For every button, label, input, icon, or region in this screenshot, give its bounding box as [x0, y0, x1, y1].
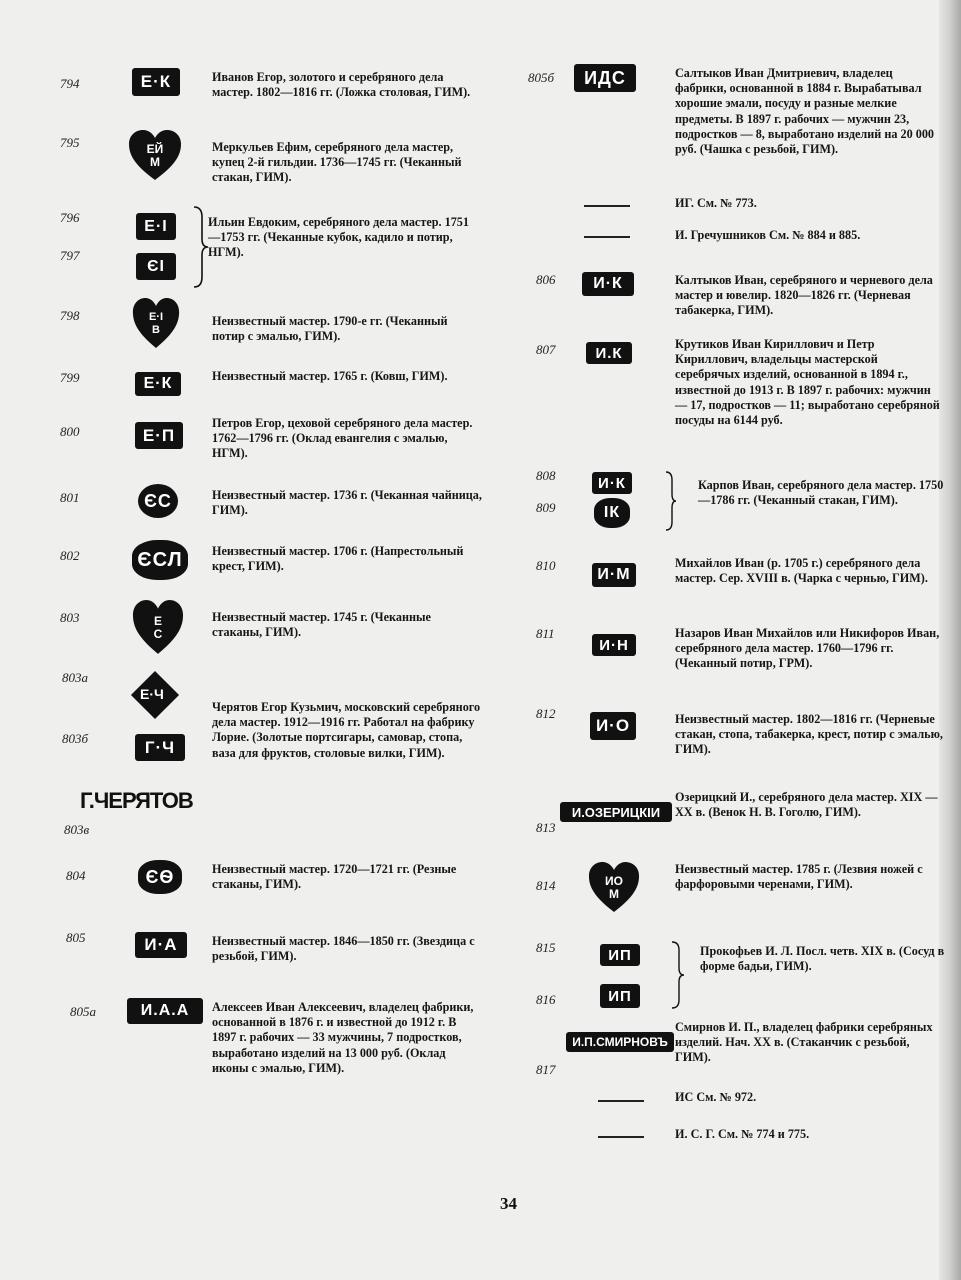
- hallmark-heart: [128, 130, 182, 182]
- hallmark-stamp: ЄѲ: [138, 860, 182, 894]
- entry-number: 809: [536, 500, 556, 515]
- hallmark-stamp: Г·Ч: [135, 734, 185, 761]
- hallmark-stamp: И·Н: [592, 634, 636, 656]
- entry-description: Неизвестный мастер. 1765 г. (Ковш, ГИМ).: [212, 369, 448, 383]
- entry-number: 796: [60, 210, 80, 225]
- entry-number: 804: [66, 868, 86, 883]
- hallmark-stamp: ЄСЛ: [132, 540, 188, 580]
- entry-description: Алексеев Иван Алексеевич, владелец фабрики, основанной в 1876 г. и известной до 1912 г. В 1897 г. рабочих — 33 мужчины, 7 подростков, выработано изделий на 13 000 руб. (Оклад иконы с эмалью, ГИМ).: [212, 1000, 474, 1075]
- reference-dash: [584, 236, 630, 238]
- entry-number: 815: [536, 940, 556, 955]
- hallmark-stamp: Е·К: [132, 68, 180, 96]
- hallmark-stamp: И·К: [582, 272, 634, 296]
- hallmark-letters: Е С: [153, 614, 163, 641]
- entry-number: 802: [60, 548, 80, 563]
- entry-number: 817: [536, 1062, 556, 1077]
- cross-reference: ИС См. № 972.: [675, 1090, 757, 1104]
- hallmark-letters: ЕЙ М: [146, 142, 164, 169]
- entry-number: 808: [536, 468, 556, 483]
- entry-number: 800: [60, 424, 80, 439]
- entry-number: 810: [536, 558, 556, 573]
- brace-icon: [670, 940, 684, 1010]
- hallmark-letters: ИО М: [605, 874, 623, 901]
- entry-number: 813: [536, 820, 556, 835]
- maker-signature-stamp: Г.ЧЕРЯТОВ: [80, 788, 193, 813]
- hallmark-stamp: И·О: [590, 712, 636, 740]
- hallmark-stamp: И.П.СМИРНОВЪ: [566, 1032, 674, 1052]
- hallmark-stamp: И.ОЗЕРИЦКІИ: [560, 802, 672, 822]
- entry-number: 803б: [62, 731, 89, 746]
- entry-description: Неизвестный мастер. 1785 г. (Лезвия ножей с фарфоровыми черенами, ГИМ).: [675, 862, 923, 892]
- hallmark-heart: [132, 298, 180, 350]
- entry-number: 814: [536, 878, 556, 893]
- entry-description: Неизвестный мастер. 1846—1850 гг. (Звездица с резьбой, ГИМ).: [212, 934, 475, 964]
- hallmark-stamp: И·А: [135, 932, 187, 958]
- hallmark-stamp: ЄІ: [136, 253, 176, 280]
- entry-number: 811: [536, 626, 555, 641]
- entry-number: 797: [60, 248, 80, 263]
- entry-description: Салтыков Иван Дмитриевич, владелец фабрики, основанной в 1884 г. Вырабатывал хорошие эмали, посуду и разные мелкие предметы. В 1897 г. рабочих — мужчин 23, подростков — 8, выработано изделий на 20 000 руб. (Чашка с резьбой, ГИМ).: [675, 66, 935, 157]
- entry-description: Иванов Егор, золотого и серебряного дела мастер. 1802—1816 гг. (Ложка столовая, ГИМ).: [212, 70, 471, 100]
- hallmark-stamp: Е·К: [135, 372, 181, 396]
- reference-dash: [598, 1136, 644, 1138]
- entry-number: 812: [536, 706, 556, 721]
- entry-number: 805а: [70, 1004, 96, 1019]
- cross-reference: И. С. Г. См. № 774 и 775.: [675, 1127, 810, 1141]
- entry-number: 806: [536, 272, 556, 287]
- entry-description: Назаров Иван Михайлов или Никифоров Иван, серебряного дела мастер. 1760—1796 гг. (Чеканный потир, ГРМ).: [675, 626, 940, 671]
- entry-description: Неизвестный мастер. 1745 г. (Чеканные стаканы, ГИМ).: [212, 610, 431, 640]
- hallmark-letters: Е·Ч: [140, 686, 164, 702]
- reference-dash: [598, 1100, 644, 1102]
- hallmark-stamp: И.К: [586, 342, 632, 364]
- entry-description: Смирнов И. П., владелец фабрики серебряных изделий. Нач. XX в. (Стаканчик с резьбой, ГИМ).: [675, 1020, 933, 1065]
- entry-description: Калтыков Иван, серебряного и черневого дела мастер и ювелир. 1820—1826 гг. (Черневая табакерка, ГИМ).: [675, 273, 933, 318]
- entry-description: Михайлов Иван (р. 1705 г.) серебряного дела мастер. Сер. XVIII в. (Чарка с чернью, ГИМ).: [675, 556, 928, 586]
- entry-number: 795: [60, 135, 80, 150]
- entry-number: 805: [66, 930, 86, 945]
- reference-dash: [584, 205, 630, 207]
- hallmark-stamp: Е·І: [136, 213, 176, 240]
- entry-description: Прокофьев И. Л. Посл. четв. XIX в. (Сосуд в форме бадьи, ГИМ).: [700, 944, 945, 974]
- entry-description: Неизвестный мастер. 1802—1816 гг. (Черневые стакан, стопа, табакерка, крест, потир с эмалью, ГИМ).: [675, 712, 943, 757]
- hallmark-stamp: ЄС: [138, 484, 178, 518]
- page-number: 34: [500, 1194, 517, 1213]
- entry-number: 801: [60, 490, 80, 505]
- hallmark-stamp: ІК: [594, 498, 630, 528]
- hallmark-stamp: ИП: [600, 984, 640, 1008]
- entry-description: Меркульев Ефим, серебряного дела мастер, купец 2-й гильдии. 1736—1745 гг. (Чеканный стакан, ГИМ).: [212, 140, 462, 185]
- entry-description: Черятов Егор Кузьмич, московский серебряного дела мастер. 1912—1916 гг. Работал на фабрику Лорие. (Золотые портсигары, самовар, стопа, ваза для фруктов, столовые вилки, ГИМ).: [212, 700, 481, 760]
- entry-description: Неизвестный мастер. 1706 г. (Напрестольный крест, ГИМ).: [212, 544, 464, 574]
- entry-description: Озерицкий И., серебряного дела мастер. XIX — XX в. (Венок Н. В. Гоголю, ГИМ).: [675, 790, 938, 820]
- entry-description: Ильин Евдоким, серебряного дела мастер. 1751—1753 гг. (Чеканные кубок, кадило и потир, НГМ).: [208, 215, 469, 260]
- entry-description: Петров Егор, цеховой серебряного дела мастер. 1762—1796 гг. (Оклад евангелия с эмалью, НГМ).: [212, 416, 473, 461]
- entry-number: 803: [60, 610, 80, 625]
- hallmark-letters: Е·І В: [148, 311, 164, 336]
- entry-number: 805б: [528, 70, 555, 85]
- entry-number: 794: [60, 76, 80, 91]
- cross-reference: ИГ. См. № 773.: [675, 196, 757, 210]
- entry-description: Неизвестный мастер. 1736 г. (Чеканная чайница, ГИМ).: [212, 488, 482, 518]
- brace-icon: [664, 470, 676, 532]
- entry-description: Неизвестный мастер. 1720—1721 гг. (Резные стаканы, ГИМ).: [212, 862, 457, 892]
- hallmark-stamp: И·М: [592, 563, 636, 587]
- cross-reference: И. Гречушников См. № 884 и 885.: [675, 228, 861, 242]
- hallmark-stamp: И.А.А: [127, 998, 203, 1024]
- entry-description: Неизвестный мастер. 1790-е гг. (Чеканный потир с эмалью, ГИМ).: [212, 314, 448, 344]
- entry-number: 816: [536, 992, 556, 1007]
- brace-icon: [190, 205, 208, 289]
- hallmark-stamp: Е·П: [135, 422, 183, 449]
- entry-number: 803в: [64, 822, 90, 837]
- entry-description: Крутиков Иван Кириллович и Петр Кириллович, владельцы мастерской серебрячых изделий, основанной в 1894 г., известной до 1913 г. В 1897 г. рабочих: мужчин — 17, подростков — 11; выработано серебряной посуды на 6144 руб.: [675, 337, 940, 428]
- entry-description: Карпов Иван, серебряного дела мастер. 1750—1786 гг. (Чеканный стакан, ГИМ).: [698, 478, 944, 508]
- hallmark-heart: [588, 862, 640, 914]
- hallmark-stamp: ИДС: [574, 64, 636, 92]
- hallmark-stamp: ИП: [600, 944, 640, 966]
- entry-number: 807: [536, 342, 556, 357]
- hallmark-heart: [132, 600, 184, 656]
- entry-number: 803а: [62, 670, 88, 685]
- entry-number: 798: [60, 308, 80, 323]
- hallmark-stamp: И·К: [592, 472, 632, 494]
- entry-number: 799: [60, 370, 80, 385]
